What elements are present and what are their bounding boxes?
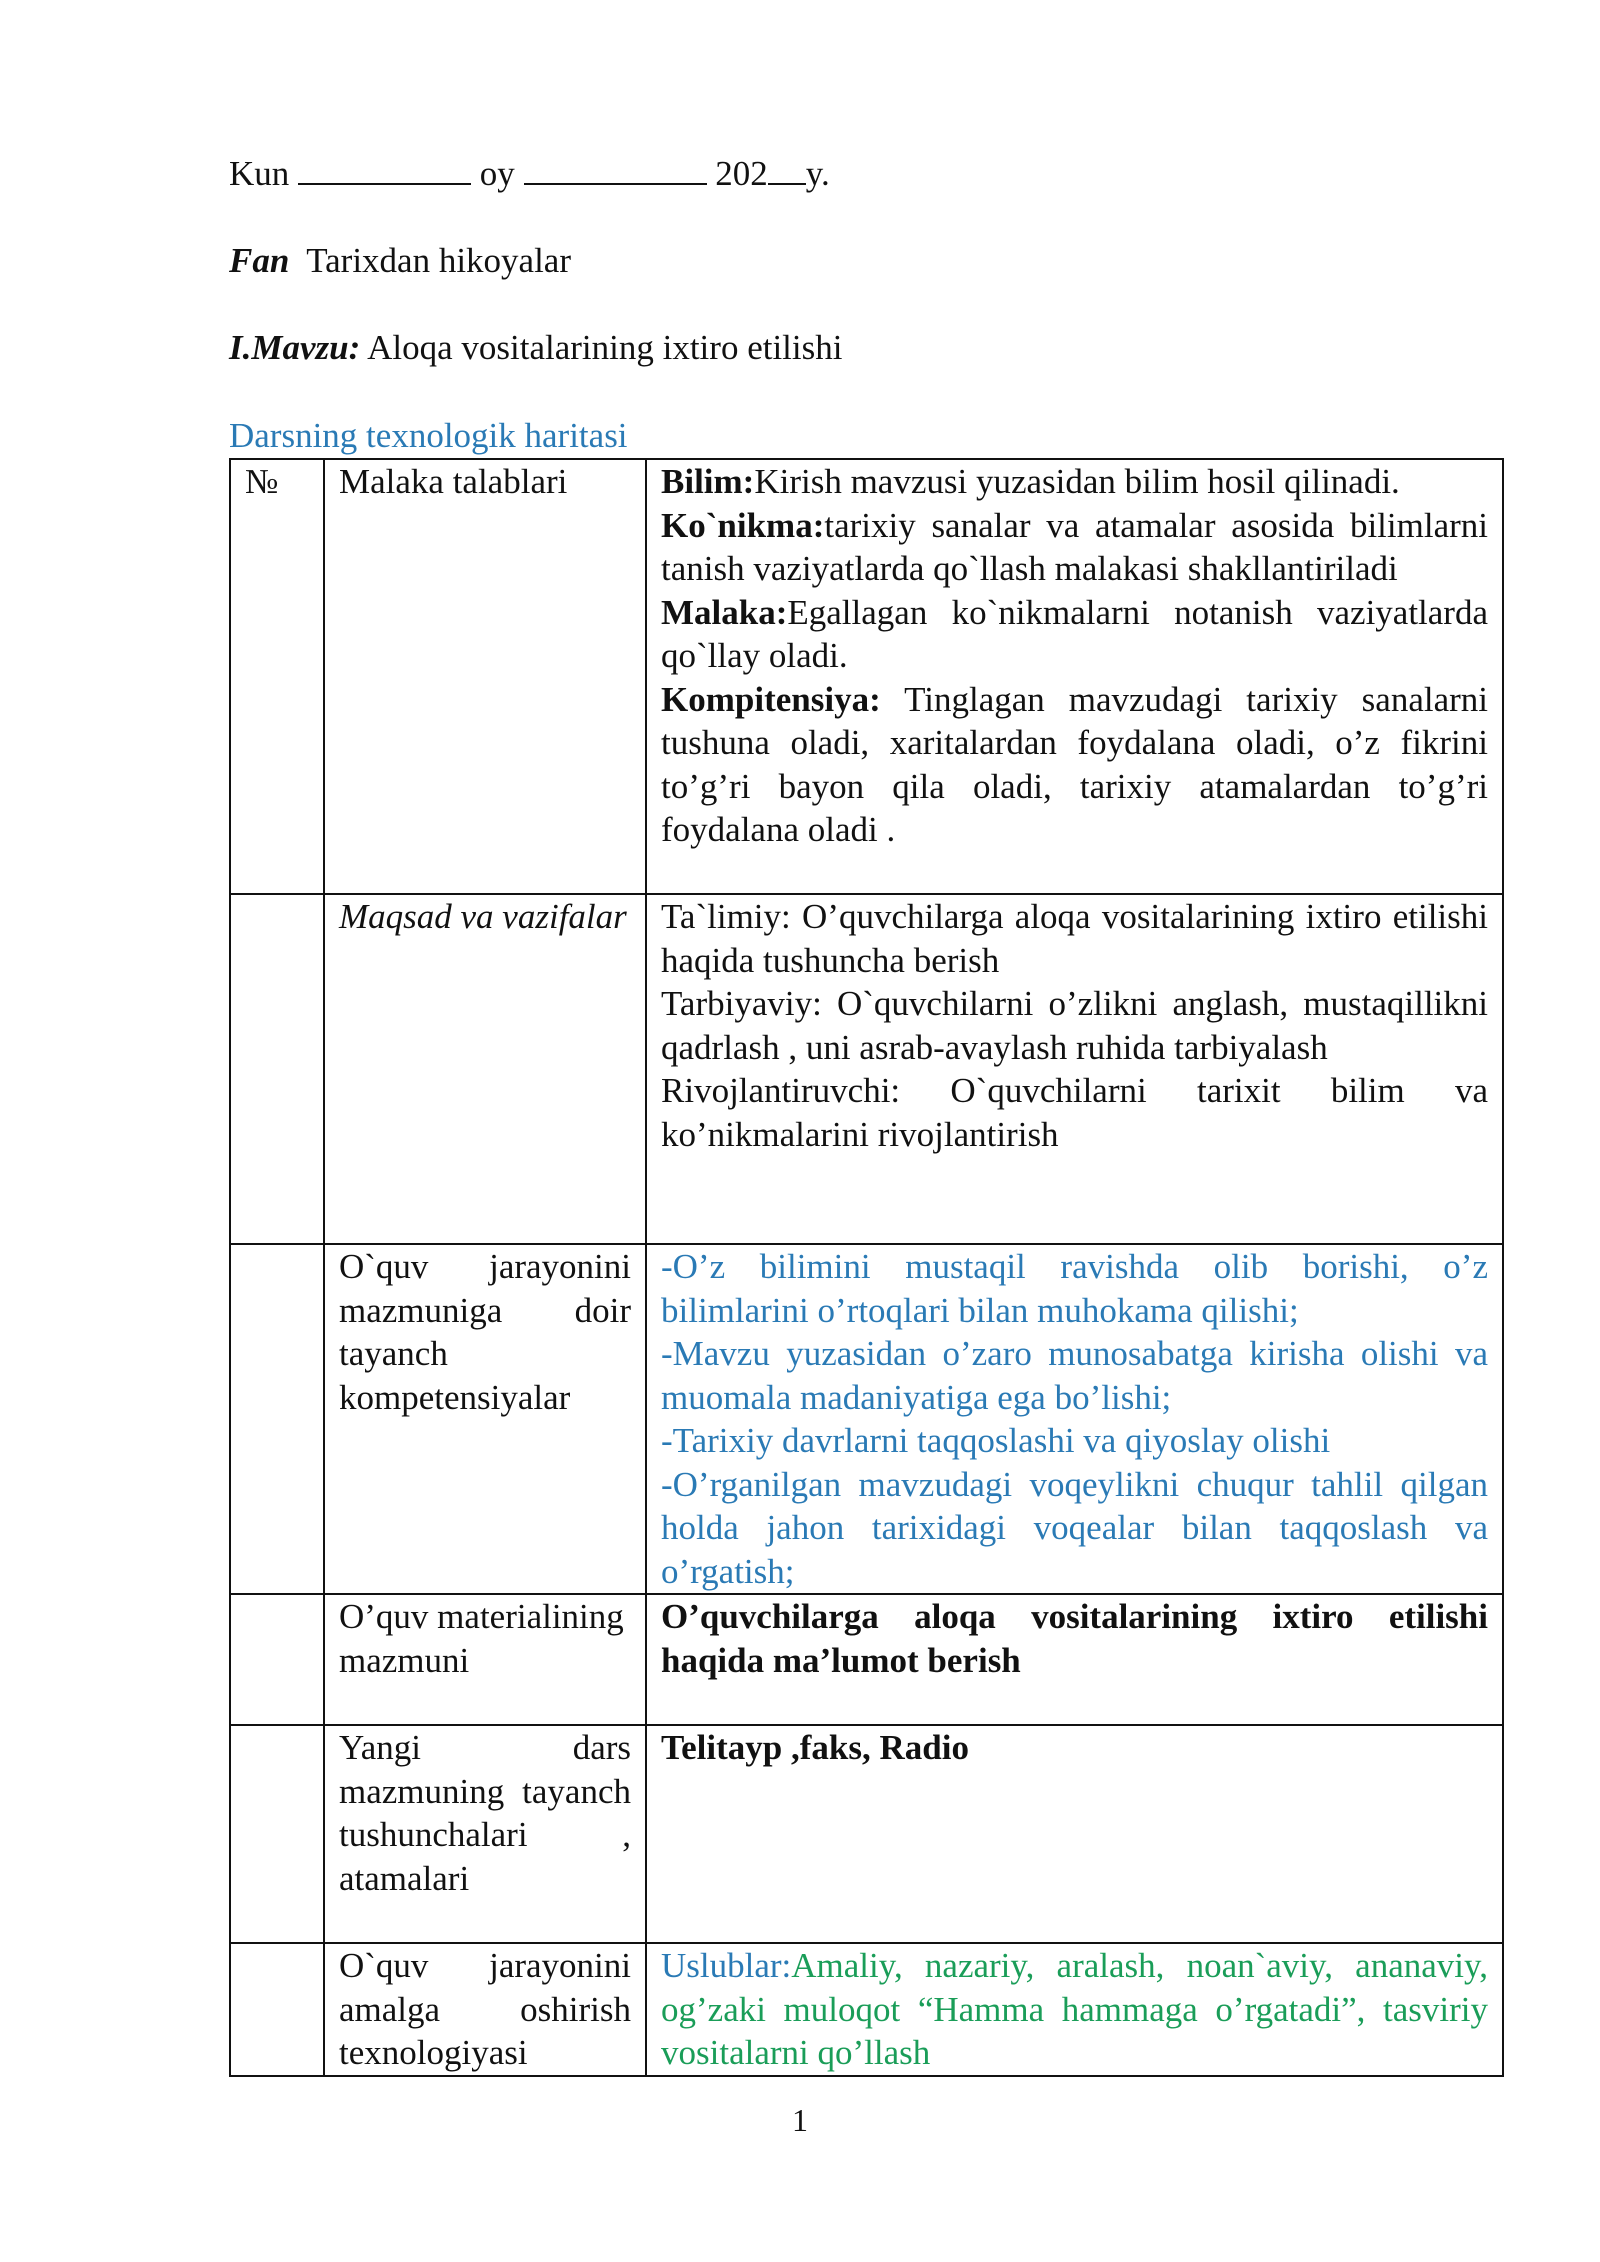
kompitensiya-label: Kompitensiya: <box>661 679 881 719</box>
month-blank <box>524 153 707 185</box>
malaka-paragraph <box>661 591 1488 678</box>
table-row-concepts <box>230 1725 1503 1943</box>
competencies-content <box>646 1244 1503 1594</box>
malaka-text: Egallagan ko`nikmalarni notanish vaziyatlarda qo`llay oladi. <box>661 592 1488 675</box>
table-row-requirements <box>230 459 1503 894</box>
konikma-label: Ko`nikma: <box>661 505 825 545</box>
day-blank <box>298 153 471 185</box>
table-row-technology <box>230 1943 1503 2076</box>
row-label-technology: O`quv jarayonini amalga oshirish texnologiyasi <box>324 1943 646 2076</box>
row-label-concepts: Yangi dars mazmuning tayanch tushunchalari , atamalari <box>324 1725 646 1943</box>
number-cell <box>230 1725 324 1943</box>
number-cell <box>230 1594 324 1725</box>
tarbiyaviy-paragraph: Tarbiyaviy: O`quvchilarni o’zlikni anglash, mustaqillikni qadrlash , uni asrab-avaylash ruhida tarbiyalash <box>661 984 1488 1067</box>
day-label: Kun <box>229 154 290 193</box>
methods-label: Uslublar: <box>661 1946 792 1985</box>
subject-value: Tarixdan hikoyalar <box>306 241 571 280</box>
competency-item: -O’z bilimini mustaqil ravishda olib borishi, o’z bilimlarini o’rtoqlari bilan muhokama qilishi; <box>661 1247 1488 1330</box>
year-suffix: y. <box>805 154 830 193</box>
date-line <box>229 152 830 196</box>
requirements-content <box>646 459 1503 894</box>
table-caption: Darsning texnologik haritasi <box>229 416 628 455</box>
month-label: oy <box>479 154 515 193</box>
year-prefix: 202 <box>715 154 768 193</box>
bilim-paragraph <box>661 460 1488 504</box>
topic-value: Aloqa vositalarining ixtiro etilishi <box>367 328 843 367</box>
page-number: 1 <box>792 2102 808 2138</box>
technology-map-table <box>229 458 1504 2077</box>
goals-content <box>646 894 1503 1244</box>
topic-line <box>229 326 842 370</box>
malaka-label: Malaka: <box>661 592 788 632</box>
bilim-label: Bilim: <box>661 462 755 501</box>
competency-item: -O’rganilgan mavzudagi voqeylikni chuqur tahlil qilgan holda jahon tarixidagi voqealar bilan taqqoslash va o’rgatish; <box>661 1464 1488 1591</box>
rivojlantiruvchi-paragraph: Rivojlantiruvchi: O`quvchilarni tarixit bilim va ko’nikmalarini rivojlantirish <box>661 1071 1488 1154</box>
competency-item: -Tarixiy davrlarni taqqoslashi va qiyoslay olishi <box>661 1421 1331 1460</box>
row-label-goals: Maqsad va vazifalar <box>324 894 646 1244</box>
kompitensiya-paragraph <box>661 678 1488 852</box>
year-blank <box>768 153 806 185</box>
methods-text: Amaliy, nazariy, aralash, noan`aviy, ananaviy, og’zaki muloqot “Hamma hammaga o’rgatadi”, tasviriy vositalarni qo’llash <box>661 1946 1488 2072</box>
table-row-competencies <box>230 1244 1503 1594</box>
competency-item: -Mavzu yuzasidan o’zaro munosabatga kirisha olishi va muomala madaniyatiga ega bo’lishi; <box>661 1334 1488 1417</box>
talimiy-paragraph: Ta`limiy: O’quvchilarga aloqa vositalarining ixtiro etilishi haqida tushuncha berish <box>661 897 1488 980</box>
subject-line <box>229 239 571 283</box>
table-row-goals <box>230 894 1503 1244</box>
konikma-text: tarixiy sanalar va atamalar asosida bilimlarni tanish vaziyatlarda qo`llash malakasi shakllantiriladi <box>661 505 1488 588</box>
row-label-material: O’quv materialining mazmuni <box>324 1594 646 1725</box>
bilim-text: Kirish mavzusi yuzasidan bilim hosil qilinadi. <box>754 462 1400 501</box>
number-cell <box>230 894 324 1244</box>
kompitensiya-text: Tinglagan mavzudagi tarixiy sanalarni tushuna oladi, xaritalardan foydalana oladi, o’z fikrini to’g’ri bayon qila oladi, tarixiy atamalardan to’g’ri foydalana oladi . <box>661 679 1488 849</box>
number-header: № <box>230 459 324 894</box>
row-label-competencies: O`quv jarayonini mazmuniga doir tayanch kompetensiyalar <box>324 1244 646 1594</box>
table-row-material <box>230 1594 1503 1725</box>
number-cell <box>230 1943 324 2076</box>
material-content: O’quvchilarga aloqa vositalarining ixtiro etilishi haqida ma’lumot berish <box>646 1594 1503 1725</box>
concepts-content: Telitayp ,faks, Radio <box>646 1725 1503 1943</box>
subject-label: Fan <box>229 241 290 280</box>
number-cell <box>230 1244 324 1594</box>
row-label-requirements: Malaka talablari <box>324 459 646 894</box>
technology-content <box>646 1943 1503 2076</box>
topic-label: I.Mavzu: <box>229 328 361 367</box>
konikma-paragraph <box>661 504 1488 591</box>
